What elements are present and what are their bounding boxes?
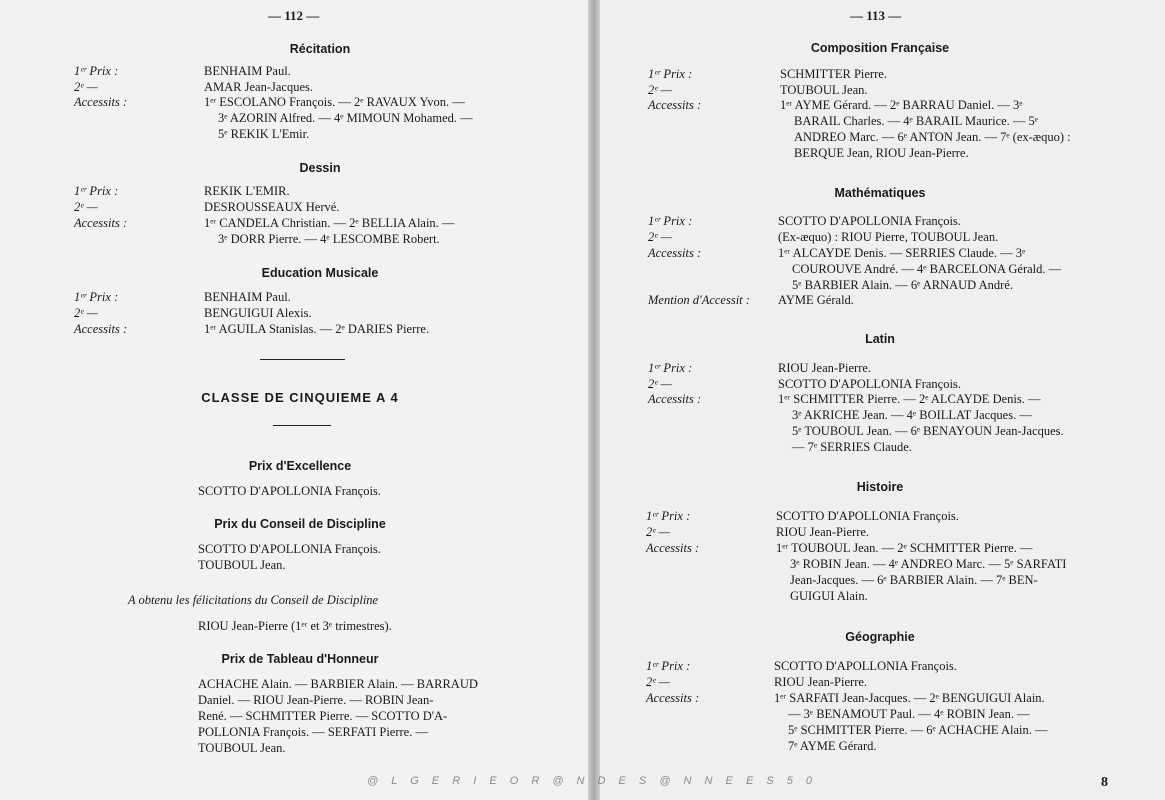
accessits-line: 1ᵉʳ SCHMITTER Pierre. — 2ᵉ ALCAYDE Denis. —: [778, 392, 1041, 406]
conseil-winner: TOUBOUL Jean.: [198, 558, 286, 572]
value-second-prize: TOUBOUL Jean.: [780, 83, 868, 97]
accessits-line: 5ᵉ SCHMITTER Pierre. — 6ᵉ ACHACHE Alain. —: [788, 723, 1048, 737]
section-title-education-musicale: Education Musicale: [261, 266, 379, 280]
accessits-line: — 3ᵉ BENAMOUT Paul. — 4ᵉ ROBIN Jean. —: [788, 707, 1030, 721]
section-title-conseil-discipline: Prix du Conseil de Discipline: [214, 517, 386, 531]
value-second-prize: DESROUSSEAUX Hervé.: [204, 200, 340, 214]
section-title-mathematiques: Mathématiques: [834, 186, 926, 200]
label-first-prize: 1ᵉʳ Prix :: [646, 659, 691, 673]
section-title-recitation: Récitation: [289, 42, 351, 56]
accessits-line: 1ᵉʳ AYME Gérard. — 2ᵉ BARRAU Daniel. — 3ᵉ: [780, 98, 1023, 112]
label-second-prize: 2ᵉ —: [74, 306, 98, 320]
label-accessits: Accessits :: [648, 392, 702, 406]
accessits-line: 1ᵉʳ TOUBOUL Jean. — 2ᵉ SCHMITTER Pierre. —: [776, 541, 1033, 555]
label-first-prize: 1ᵉʳ Prix :: [648, 361, 693, 375]
accessits-line: Jean-Jacques. — 6ᵉ BARBIER Alain. — 7ᵉ BEN-: [790, 573, 1038, 587]
value-mention-accessit: AYME Gérald.: [778, 293, 854, 307]
value-first-prize: REKIK L'EMIR.: [204, 184, 290, 198]
tableau-line: Daniel. — RIOU Jean-Pierre. — ROBIN Jean-: [198, 693, 434, 707]
watermark-footer: @ L G E R I E O R @ N D E S @ N N E E S 5 0: [367, 775, 818, 787]
tableau-line: POLLONIA François. — SERFATI Pierre. —: [198, 725, 428, 739]
label-accessits: Accessits :: [74, 216, 128, 230]
tableau-line: TOUBOUL Jean.: [198, 741, 286, 755]
section-title-dessin: Dessin: [299, 161, 341, 175]
section-title-excellence: Prix d'Excellence: [248, 459, 352, 473]
accessits-line: — 7ᵉ SERRIES Claude.: [792, 440, 912, 454]
value-first-prize: SCOTTO D'APOLLONIA François.: [774, 659, 957, 673]
value-second-prize: SCOTTO D'APOLLONIA François.: [778, 377, 961, 391]
section-title-tableau-honneur: Prix de Tableau d'Honneur: [221, 652, 379, 666]
label-accessits: Accessits :: [648, 246, 702, 260]
section-title-geographie: Géographie: [845, 630, 915, 644]
accessits-line: 1ᵉʳ AGUILA Stanislas. — 2ᵉ DARIES Pierre.: [204, 322, 430, 336]
label-first-prize: 1ᵉʳ Prix :: [648, 67, 693, 81]
accessits-line: BARAIL Charles. — 4ᵉ BARAIL Maurice. — 5ᵉ: [794, 114, 1038, 128]
value-second-prize: AMAR Jean-Jacques.: [204, 80, 314, 94]
felicitations-winner: RIOU Jean-Pierre (1ᵉʳ et 3ᵉ trimestres).: [198, 619, 392, 633]
tableau-line: René. — SCHMITTER Pierre. — SCOTTO D'A-: [198, 709, 448, 723]
accessits-line: 5ᵉ REKIK L'Emir.: [218, 127, 310, 141]
section-title-composition: Composition Française: [810, 41, 950, 55]
label-mention-accessit: Mention d'Accessit :: [648, 293, 750, 307]
value-first-prize: RIOU Jean-Pierre.: [778, 361, 872, 375]
label-second-prize: 2ᵉ —: [74, 200, 98, 214]
label-accessits: Accessits :: [74, 95, 128, 109]
value-second-prize: RIOU Jean-Pierre.: [776, 525, 870, 539]
value-first-prize: SCOTTO D'APOLLONIA François.: [776, 509, 959, 523]
accessits-line: 3ᵉ AZORIN Alfred. — 4ᵉ MIMOUN Mohamed. —: [218, 111, 473, 125]
divider: [273, 425, 331, 426]
accessits-line: ANDREO Marc. — 6ᵉ ANTON Jean. — 7ᵉ (ex-æquo) :: [794, 130, 1071, 144]
tableau-line: ACHACHE Alain. — BARBIER Alain. — BARRAUD: [198, 677, 478, 691]
right-page: [600, 0, 1165, 800]
section-title-felicitations: A obtenu les félicitations du Conseil de Discipline: [128, 593, 379, 607]
value-first-prize: SCHMITTER Pierre.: [780, 67, 887, 81]
section-title-latin: Latin: [865, 332, 895, 346]
label-second-prize: 2ᵉ —: [646, 675, 670, 689]
label-second-prize: 2ᵉ —: [74, 80, 98, 94]
accessits-line: 1ᵉʳ ESCOLANO François. — 2ᵉ RAVAUX Yvon. —: [204, 95, 465, 109]
page-number: — 113 —: [850, 8, 902, 23]
value-first-prize: SCOTTO D'APOLLONIA François.: [778, 214, 961, 228]
label-first-prize: 1ᵉʳ Prix :: [74, 290, 119, 304]
accessits-line: 5ᵉ BARBIER Alain. — 6ᵉ ARNAUD André.: [792, 278, 1013, 292]
corner-number: 8: [1101, 775, 1108, 790]
accessits-line: 3ᵉ AKRICHE Jean. — 4ᵉ BOILLAT Jacques. —: [792, 408, 1032, 422]
section-title-histoire: Histoire: [856, 480, 904, 494]
conseil-winner: SCOTTO D'APOLLONIA François.: [198, 542, 381, 556]
value-second-prize: (Ex-æquo) : RIOU Pierre, TOUBOUL Jean.: [778, 230, 999, 244]
label-second-prize: 2ᵉ —: [648, 83, 672, 97]
label-accessits: Accessits :: [646, 541, 700, 555]
accessits-line: 7ᵉ AYME Gérard.: [788, 739, 877, 753]
value-first-prize: BENHAIM Paul.: [204, 64, 291, 78]
value-first-prize: BENHAIM Paul.: [204, 290, 291, 304]
divider: [260, 359, 345, 360]
label-first-prize: 1ᵉʳ Prix :: [646, 509, 691, 523]
accessits-line: 1ᵉʳ ALCAYDE Denis. — SERRIES Claude. — 3ᵉ: [778, 246, 1026, 260]
accessits-line: GUIGUI Alain.: [790, 589, 868, 603]
accessits-line: 5ᵉ TOUBOUL Jean. — 6ᵉ BENAYOUN Jean-Jacques.: [792, 424, 1064, 438]
accessits-line: BERQUE Jean, RIOU Jean-Pierre.: [794, 146, 969, 160]
label-accessits: Accessits :: [648, 98, 702, 112]
label-accessits: Accessits :: [646, 691, 700, 705]
excellence-winner: SCOTTO D'APOLLONIA François.: [198, 484, 381, 498]
class-title: CLASSE DE CINQUIEME A 4: [201, 390, 399, 405]
book-gutter: [588, 0, 600, 800]
label-first-prize: 1ᵉʳ Prix :: [74, 184, 119, 198]
accessits-line: 3ᵉ ROBIN Jean. — 4ᵉ ANDREO Marc. — 5ᵉ SARFATI: [790, 557, 1067, 571]
label-second-prize: 2ᵉ —: [648, 230, 672, 244]
label-first-prize: 1ᵉʳ Prix :: [74, 64, 119, 78]
label-second-prize: 2ᵉ —: [648, 377, 672, 391]
label-second-prize: 2ᵉ —: [646, 525, 670, 539]
page-number: — 112 —: [268, 8, 320, 23]
accessits-line: 1ᵉʳ SARFATI Jean-Jacques. — 2ᵉ BENGUIGUI Alain.: [774, 691, 1045, 705]
label-first-prize: 1ᵉʳ Prix :: [648, 214, 693, 228]
value-second-prize: BENGUIGUI Alexis.: [204, 306, 312, 320]
label-accessits: Accessits :: [74, 322, 128, 336]
accessits-line: 1ᵉʳ CANDELA Christian. — 2ᵉ BELLIA Alain. —: [204, 216, 455, 230]
value-second-prize: RIOU Jean-Pierre.: [774, 675, 868, 689]
accessits-line: 3ᵉ DORR Pierre. — 4ᵉ LESCOMBE Robert.: [218, 232, 440, 246]
accessits-line: COUROUVE André. — 4ᵉ BARCELONA Gérald. —: [792, 262, 1062, 276]
